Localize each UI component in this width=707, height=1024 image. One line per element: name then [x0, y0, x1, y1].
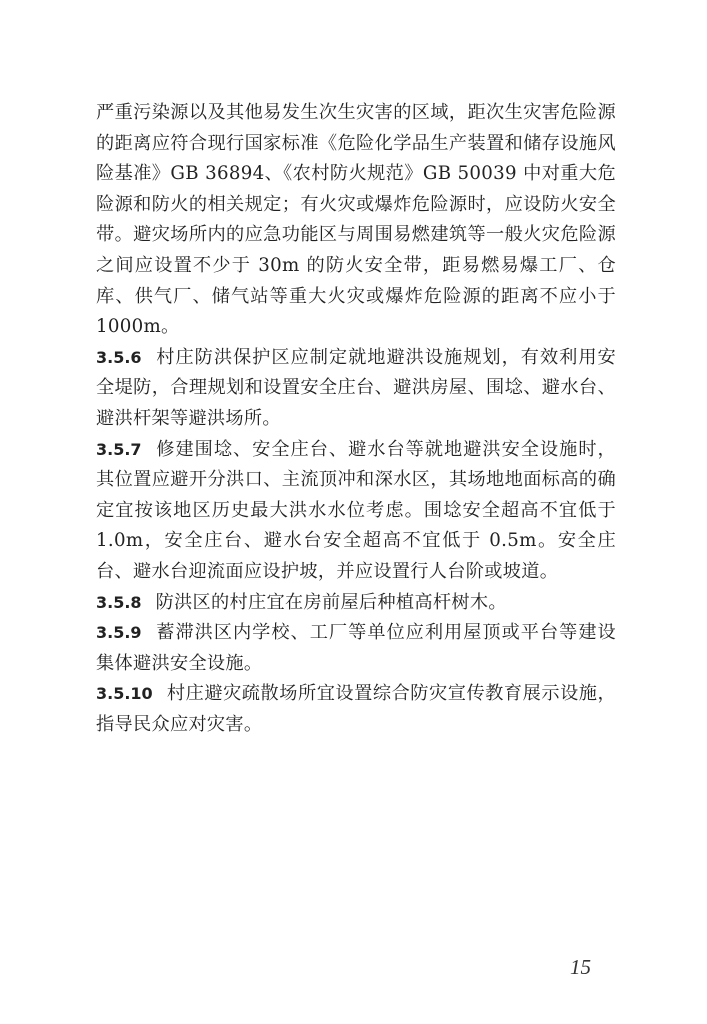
document-body: [96, 98, 616, 740]
clause-number: 3.5.6: [96, 347, 142, 367]
clause-text: 防洪区的村庄宜在房前屋后种植高杆树木。: [155, 591, 507, 613]
paragraph-text: 严重污染源以及其他易发生次生灾害的区域，距次生灾害危险源的距离应符合现行国家标准《危险化学品生产装置和储存设施风险基准》GB 36894、《农村防火规范》GB 50039 中对重大危险源和防火的相关规定；有火灾或爆炸危险源时，应设防火安全带。避灾场所内的应急功能区与周围易燃建筑等一般火灾危险源之间应设置不少于 30m 的防火安全带，距易燃易爆工厂、仓库、供气厂、储气站等重大火灾或爆炸危险源的距离不应小于 1000m。: [96, 102, 616, 338]
clause-3-5-9: [96, 618, 616, 679]
paragraph-continuation: [96, 98, 616, 343]
clause-number: 3.5.8: [96, 592, 142, 612]
clause-text: 村庄防洪保护区应制定就地避洪设施规划，有效利用安全堤防，合理规划和设置安全庄台、避洪房屋、围埝、避水台、避洪杆架等避洪场所。: [96, 346, 616, 429]
clause-text: 蓄滞洪区内学校、工厂等单位应利用屋顶或平台等建设集体避洪安全设施。: [96, 622, 616, 674]
clause-text: 村庄避灾疏散场所宜设置综合防灾宣传教育展示设施，指导民众应对灾害。: [96, 683, 616, 735]
clause-text: 修建围埝、安全庄台、避水台等就地避洪安全设施时，其位置应避开分洪口、主流顶冲和深水区，其场地地面标高的确定宜按该地区历史最大洪水水位考虑。围埝安全超高不宜低于 1.0m，安全庄台、避水台安全超高不宜低于 0.5m。安全庄台、避水台迎流面应设护坡，并应设置行人台阶或坡道。: [96, 438, 616, 582]
clause-3-5-8: [96, 588, 616, 619]
clause-3-5-6: [96, 343, 616, 435]
clause-number: 3.5.7: [96, 439, 142, 459]
clause-number: 3.5.9: [96, 623, 142, 643]
clause-3-5-7: [96, 435, 616, 588]
page-number: 15: [570, 955, 591, 979]
clause-number: 3.5.10: [96, 684, 153, 704]
clause-3-5-10: [96, 679, 616, 740]
